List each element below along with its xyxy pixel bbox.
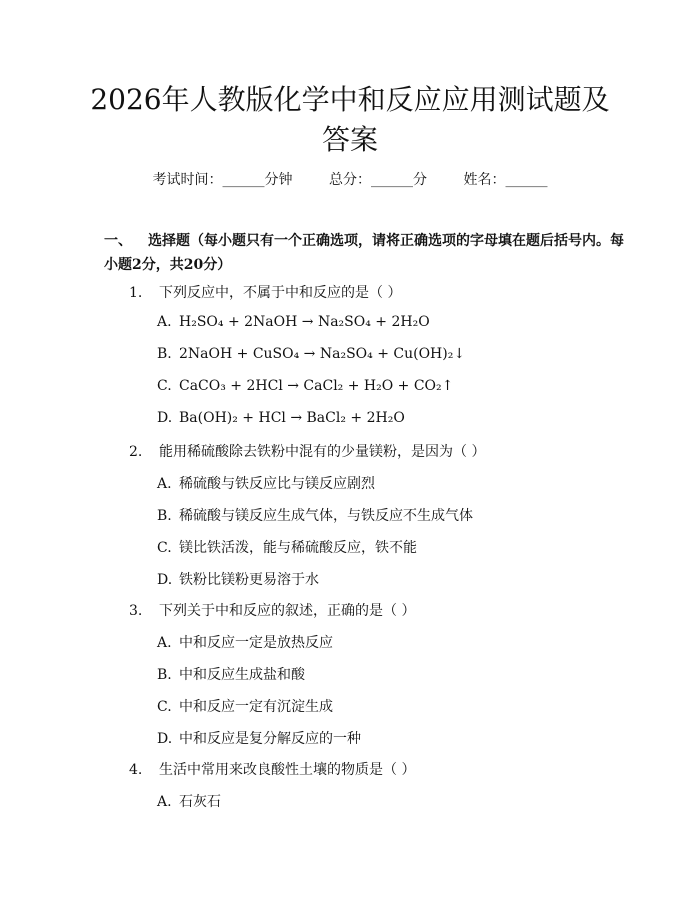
- option-text: 镁比铁活泼，能与稀硫酸反应，铁不能: [179, 540, 417, 556]
- option-letter: C.: [157, 699, 172, 715]
- question-2: [129, 441, 485, 461]
- option-text: 稀硫酸与镁反应生成气体，与铁反应不生成气体: [179, 508, 473, 524]
- option-text: 石灰石: [179, 794, 221, 810]
- option-letter: D.: [157, 572, 173, 588]
- question-number: 3.: [129, 603, 143, 619]
- section-heading: [104, 229, 624, 277]
- question-2-option-a: [157, 473, 375, 493]
- option-letter: A.: [157, 476, 172, 492]
- question-1-option-b: [157, 346, 465, 362]
- option-letter: D.: [157, 731, 173, 747]
- question-1: [129, 282, 401, 302]
- exam-meta: [0, 169, 700, 189]
- option-letter: A.: [157, 314, 172, 330]
- total-score-label: 总分：______分: [329, 172, 427, 188]
- question-2-option-c: [157, 537, 417, 557]
- section-number: 一、: [104, 233, 132, 249]
- option-text: 中和反应生成盐和酸: [179, 667, 305, 683]
- option-text: H₂SO₄ + 2NaOH → Na₂SO₄ + 2H₂O: [179, 314, 430, 330]
- question-2-option-d: [157, 569, 319, 589]
- option-letter: D.: [157, 410, 173, 426]
- question-4: [129, 759, 415, 779]
- section-text: 选择题（每小题只有一个正确选项，请将正确选项的字母填在题后括号内。每小题2分，共20分）: [104, 233, 624, 273]
- option-text: 中和反应一定有沉淀生成: [179, 699, 333, 715]
- question-3-option-a: [157, 632, 333, 652]
- question-3-option-b: [157, 664, 305, 684]
- question-4-option-a: [157, 791, 221, 811]
- question-1-option-d: [157, 410, 405, 426]
- option-letter: B.: [157, 667, 172, 683]
- option-text: 稀硫酸与铁反应比与镁反应剧烈: [179, 476, 375, 492]
- option-text: Ba(OH)₂ + HCl → BaCl₂ + 2H₂O: [179, 410, 405, 426]
- option-letter: C.: [157, 378, 172, 394]
- question-number: 1.: [129, 285, 143, 301]
- option-text: CaCO₃ + 2HCl → CaCl₂ + H₂O + CO₂↑: [179, 378, 454, 394]
- question-text: 生活中常用来改良酸性土壤的物质是（ ）: [159, 762, 416, 778]
- question-3-option-c: [157, 696, 333, 716]
- option-letter: A.: [157, 635, 172, 651]
- question-3-option-d: [157, 728, 361, 748]
- name-label: 姓名：______: [463, 172, 548, 188]
- question-number: 4.: [129, 762, 143, 778]
- option-letter: B.: [157, 508, 172, 524]
- question-1-option-a: [157, 314, 430, 330]
- question-number: 2.: [129, 444, 143, 460]
- question-2-option-b: [157, 505, 473, 525]
- question-text: 下列反应中，不属于中和反应的是（ ）: [159, 285, 402, 301]
- option-text: 中和反应是复分解反应的一种: [179, 731, 361, 747]
- question-1-option-c: [157, 378, 453, 394]
- option-letter: B.: [157, 346, 172, 362]
- question-text: 能用稀硫酸除去铁粉中混有的少量镁粉，是因为（ ）: [159, 444, 486, 460]
- option-text: 铁粉比镁粉更易溶于水: [179, 572, 319, 588]
- option-letter: A.: [157, 794, 172, 810]
- option-text: 2NaOH + CuSO₄ → Na₂SO₄ + Cu(OH)₂↓: [179, 346, 466, 362]
- question-text: 下列关于中和反应的叙述，正确的是（ ）: [159, 603, 416, 619]
- exam-time-label: 考试时间：______分钟: [152, 172, 293, 188]
- option-text: 中和反应一定是放热反应: [179, 635, 333, 651]
- option-letter: C.: [157, 540, 172, 556]
- document-title: 2026年人教版化学中和反应应用测试题及答案: [90, 83, 610, 156]
- question-3: [129, 600, 415, 620]
